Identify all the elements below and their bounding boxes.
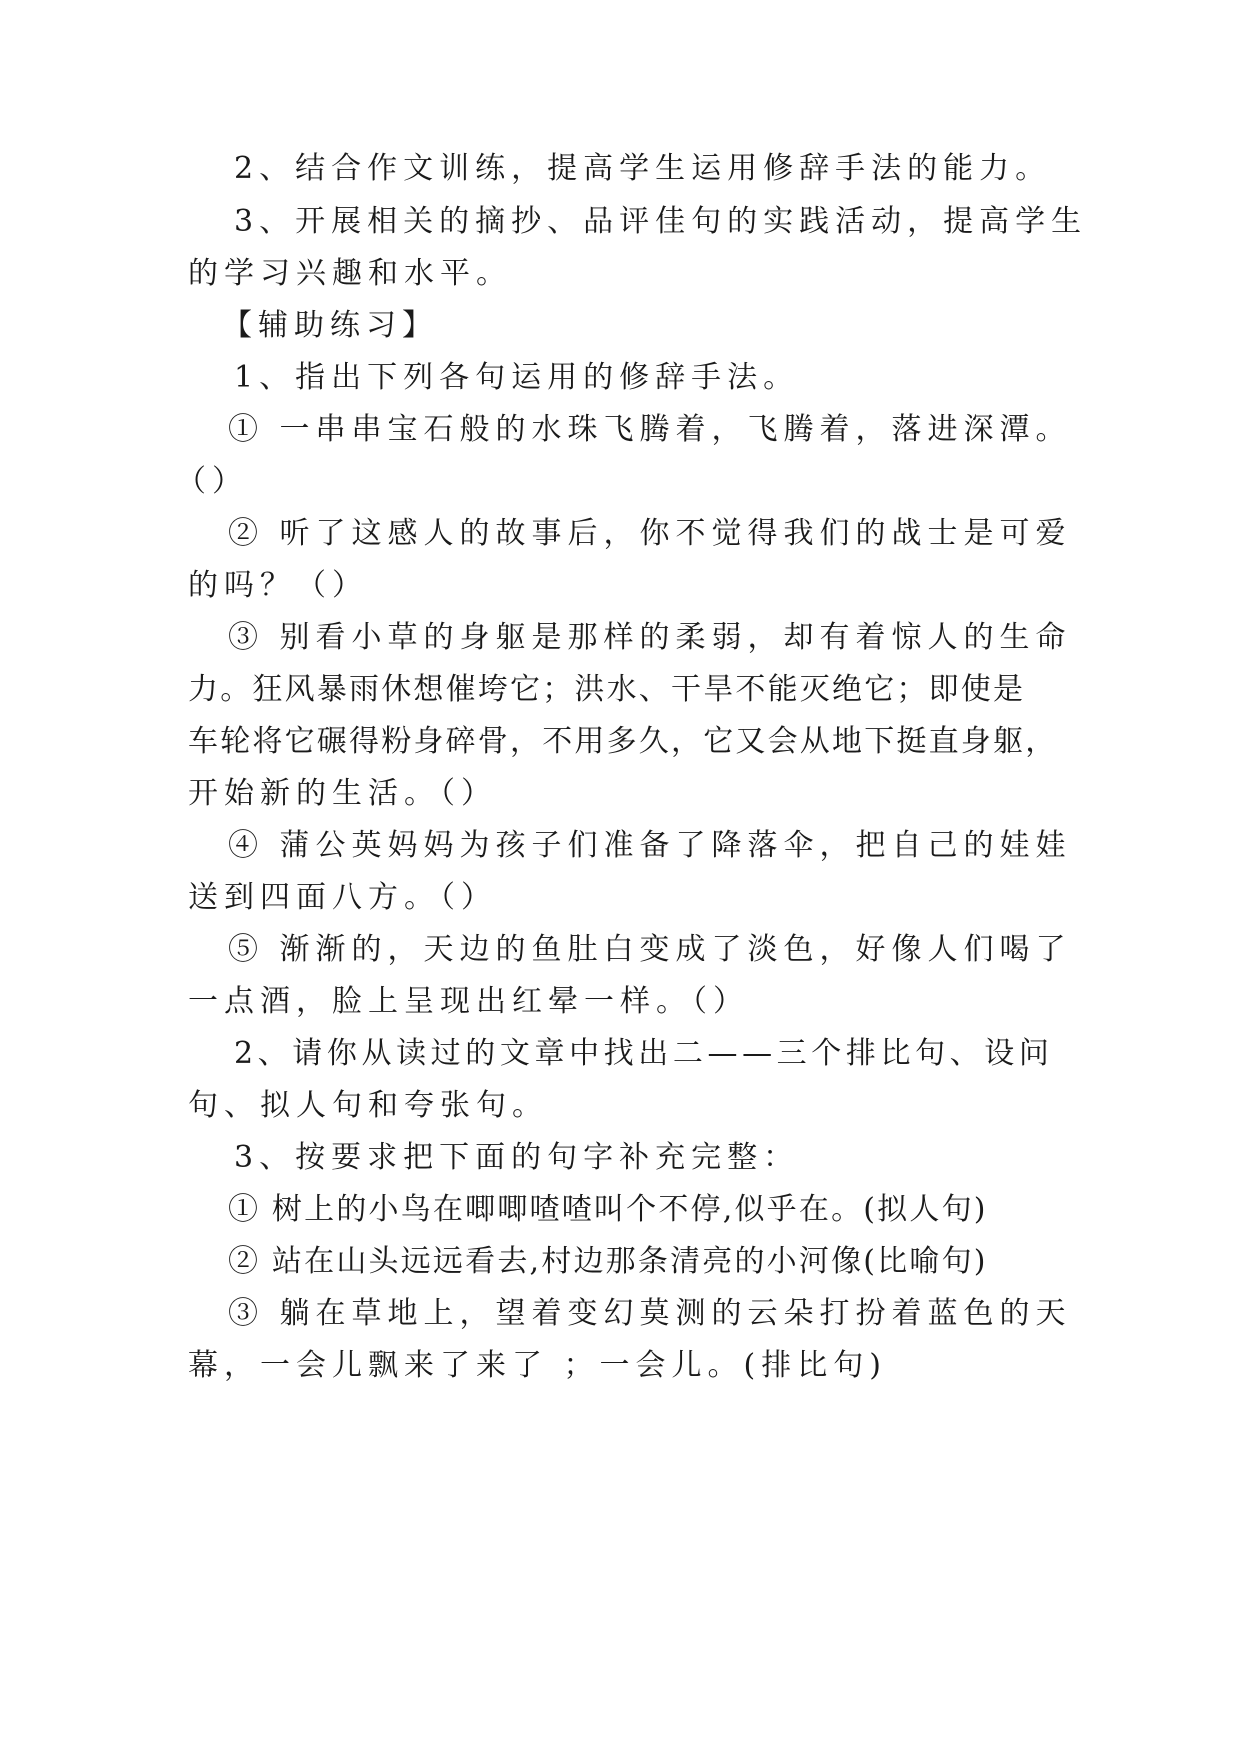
exercise-1-item-2-cont: 的吗？（） [188, 568, 368, 603]
exercise-3-item-2: ② 站在山头远远看去,村边那条清亮的小河像(比喻句) [228, 1244, 988, 1279]
text-line-objective-3-cont: 的学习兴趣和水平。 [188, 256, 512, 291]
exercise-1-item-5-cont: 一点酒，脸上呈现出红晕一样。（） [188, 984, 749, 1019]
exercise-3-item-3-cont: 幕，一会儿飘来了来了 ；一会儿。(排比句) [188, 1348, 887, 1383]
exercise-2-title: 2、请你从读过的文章中找出二——三个排比句、设问 [234, 1036, 1054, 1071]
exercise-1-item-4: ④ 蒲公英妈妈为孩子们准备了降落伞，把自己的娃娃 [228, 828, 1072, 863]
exercise-1-item-3: ③ 别看小草的身躯是那样的柔弱，却有着惊人的生命 [228, 620, 1072, 655]
exercise-3-item-1: ① 树上的小鸟在唧唧喳喳叫个不停,似乎在。(拟人句) [228, 1192, 988, 1227]
exercise-1-item-2: ② 听了这感人的故事后，你不觉得我们的战士是可爱 [228, 516, 1072, 551]
text-line-objective-2: 2、结合作文训练，提高学生运用修辞手法的能力。 [234, 151, 1052, 186]
exercise-1-item-5: ⑤ 渐渐的，天边的鱼肚白变成了淡色，好像人们喝了 [228, 932, 1072, 967]
exercise-3-title: 3、按要求把下面的句字补充完整： [234, 1140, 800, 1175]
exercise-1-item-1: ① 一串串宝石般的水珠飞腾着，飞腾着，落进深潭。 [228, 412, 1072, 447]
exercise-1-item-3-cont-3: 开始新的生活。（） [188, 776, 497, 811]
exercise-1-item-1-blank: （） [176, 464, 248, 499]
exercise-3-item-3: ③ 躺在草地上，望着变幻莫测的云朵打扮着蓝色的天 [228, 1296, 1072, 1331]
exercise-1-item-3-cont-2: 车轮将它碾得粉身碎骨，不用多久，它又会从地下挺直身躯， [188, 724, 1058, 759]
exercise-2-title-cont: 句、拟人句和夸张句。 [188, 1088, 548, 1123]
exercise-1-item-3-cont-1: 力。狂风暴雨休想催垮它；洪水、干旱不能灭绝它；即使是 [188, 672, 1026, 707]
exercise-1-title: 1、指出下列各句运用的修辞手法。 [234, 360, 800, 395]
section-heading: 【辅助练习】 [222, 308, 438, 343]
text-line-objective-3: 3、开展相关的摘抄、品评佳句的实践活动，提高学生 [234, 204, 1088, 239]
exercise-1-item-4-cont: 送到四面八方。（） [188, 880, 497, 915]
